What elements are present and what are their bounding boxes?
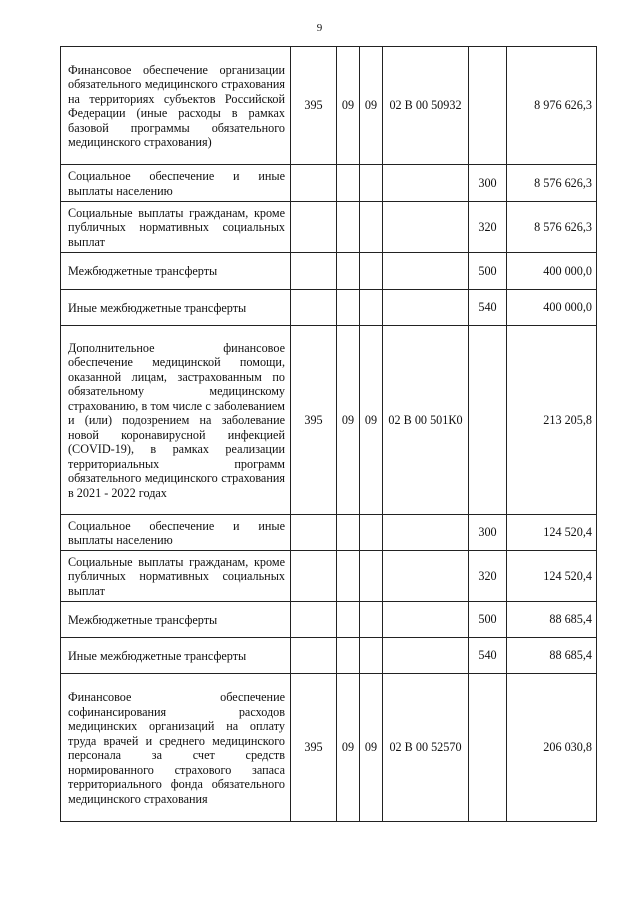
row-grbs: 395 xyxy=(291,674,337,822)
row-name: Социальное обеспечение и иные выплаты населению xyxy=(61,515,291,551)
row-grbs xyxy=(291,602,337,638)
row-section xyxy=(337,202,360,253)
row-amount: 213 205,8 xyxy=(507,326,597,515)
row-target-article xyxy=(383,165,469,202)
row-amount: 88 685,4 xyxy=(507,638,597,674)
row-target-article xyxy=(383,253,469,290)
row-section xyxy=(337,602,360,638)
row-section xyxy=(337,551,360,602)
row-amount: 88 685,4 xyxy=(507,602,597,638)
row-expense-type: 320 xyxy=(469,202,507,253)
table-row xyxy=(61,290,597,326)
row-expense-type: 540 xyxy=(469,638,507,674)
row-subsection xyxy=(360,290,383,326)
row-name: Социальные выплаты гражданам, кроме публичных нормативных социальных выплат xyxy=(61,202,291,253)
table-row xyxy=(61,47,597,165)
row-name: Дополнительное финансовое обеспечение медицинской помощи, оказанной лицам, застрахованным по обязательному медицинскому страхованию, в том числе с заболеванием и (или) подозрением на заболевание новой коронавирусной инфекцией (COVID-19), в рамках реализации территориальных программ обязательного медицинского страхования в 2021 - 2022 годах xyxy=(61,326,291,515)
row-expense-type: 300 xyxy=(469,515,507,551)
row-grbs xyxy=(291,253,337,290)
row-expense-type: 500 xyxy=(469,602,507,638)
table-row xyxy=(61,326,597,515)
row-grbs xyxy=(291,290,337,326)
row-amount: 400 000,0 xyxy=(507,253,597,290)
row-name: Финансовое обеспечение софинансирования расходов медицинских организаций на оплату труда врачей и среднего медицинского персонала за счет средств нормированного страхового запаса территориального фонда обязательного медицинского страхования xyxy=(61,674,291,822)
row-target-article xyxy=(383,515,469,551)
row-amount: 124 520,4 xyxy=(507,551,597,602)
row-subsection xyxy=(360,202,383,253)
row-subsection: 09 xyxy=(360,674,383,822)
row-amount: 8 576 626,3 xyxy=(507,202,597,253)
row-grbs xyxy=(291,165,337,202)
row-target-article xyxy=(383,551,469,602)
row-grbs xyxy=(291,551,337,602)
row-name: Иные межбюджетные трансферты xyxy=(61,290,291,326)
row-section: 09 xyxy=(337,326,360,515)
row-name: Иные межбюджетные трансферты xyxy=(61,638,291,674)
row-target-article xyxy=(383,602,469,638)
row-subsection xyxy=(360,165,383,202)
table-row xyxy=(61,165,597,202)
table-row xyxy=(61,515,597,551)
row-target-article xyxy=(383,290,469,326)
row-target-article: 02 В 00 52570 xyxy=(383,674,469,822)
row-amount: 8 576 626,3 xyxy=(507,165,597,202)
row-section: 09 xyxy=(337,674,360,822)
row-grbs xyxy=(291,638,337,674)
row-target-article xyxy=(383,202,469,253)
table-row xyxy=(61,551,597,602)
page-number: 9 xyxy=(316,22,323,34)
row-name: Социальное обеспечение и иные выплаты населению xyxy=(61,165,291,202)
row-subsection: 09 xyxy=(360,47,383,165)
table-row xyxy=(61,638,597,674)
row-section xyxy=(337,515,360,551)
row-section xyxy=(337,253,360,290)
row-expense-type: 500 xyxy=(469,253,507,290)
row-expense-type: 300 xyxy=(469,165,507,202)
row-grbs xyxy=(291,515,337,551)
row-subsection: 09 xyxy=(360,326,383,515)
row-amount: 206 030,8 xyxy=(507,674,597,822)
table-row xyxy=(61,602,597,638)
row-name: Межбюджетные трансферты xyxy=(61,253,291,290)
row-grbs: 395 xyxy=(291,47,337,165)
row-target-article: 02 В 00 50932 xyxy=(383,47,469,165)
row-grbs: 395 xyxy=(291,326,337,515)
row-amount: 8 976 626,3 xyxy=(507,47,597,165)
row-name: Финансовое обеспечение организации обязательного медицинского страхования на территориях субъектов Российской Федерации (иные расходы в рамках базовой программы обязательного медицинского страхования) xyxy=(61,47,291,165)
row-expense-type xyxy=(469,674,507,822)
row-expense-type xyxy=(469,47,507,165)
row-subsection xyxy=(360,551,383,602)
row-section xyxy=(337,638,360,674)
row-target-article xyxy=(383,638,469,674)
row-subsection xyxy=(360,253,383,290)
row-subsection xyxy=(360,515,383,551)
row-expense-type xyxy=(469,326,507,515)
row-subsection xyxy=(360,638,383,674)
budget-table xyxy=(60,46,597,822)
row-expense-type: 540 xyxy=(469,290,507,326)
row-expense-type: 320 xyxy=(469,551,507,602)
table-row xyxy=(61,674,597,822)
row-amount: 400 000,0 xyxy=(507,290,597,326)
row-subsection xyxy=(360,602,383,638)
row-amount: 124 520,4 xyxy=(507,515,597,551)
row-section: 09 xyxy=(337,47,360,165)
table-row xyxy=(61,253,597,290)
row-name: Социальные выплаты гражданам, кроме публичных нормативных социальных выплат xyxy=(61,551,291,602)
row-section xyxy=(337,165,360,202)
row-target-article: 02 В 00 501К0 xyxy=(383,326,469,515)
row-name: Межбюджетные трансферты xyxy=(61,602,291,638)
row-section xyxy=(337,290,360,326)
row-grbs xyxy=(291,202,337,253)
table-row xyxy=(61,202,597,253)
